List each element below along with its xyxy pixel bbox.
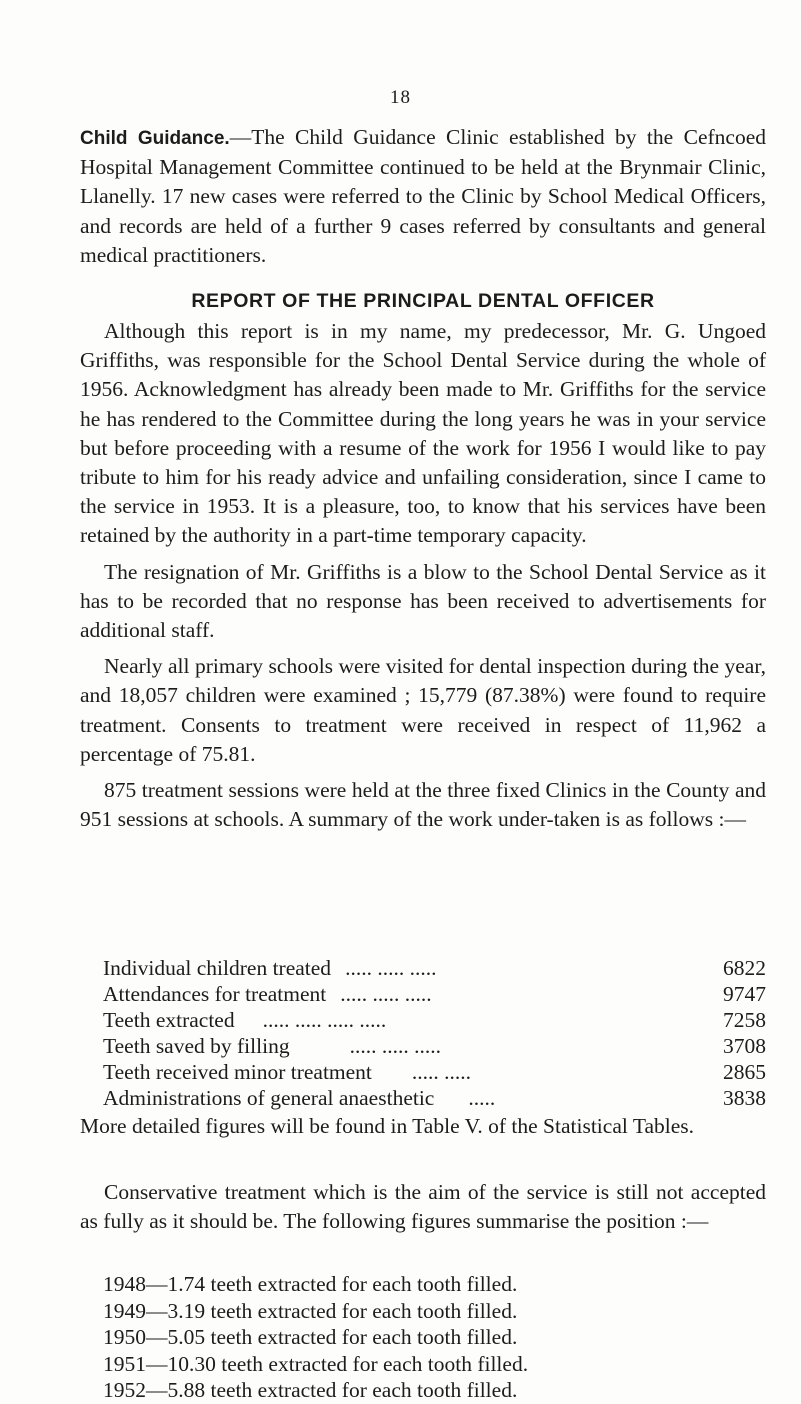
summary-label: Individual children treated	[103, 956, 332, 980]
page-number: 18	[390, 87, 411, 108]
paragraph-inspection: Nearly all primary schools were visited for dental inspection during the year, and 18,057 children were examined ; 15,779 (87.38%) were found to require treatment. Consents to treatment were received in respect of 11,962 a percentage of 75.81.	[80, 654, 766, 766]
summary-value: 3708	[723, 1034, 766, 1058]
ratio-row: 1950—5.05 teeth extracted for each tooth filled.	[103, 1325, 518, 1349]
summary-leader: ..... ..... .....	[340, 982, 432, 1006]
summary-row	[103, 1007, 766, 1033]
summary-label: Attendances for treatment	[103, 982, 327, 1006]
summary-row	[103, 981, 766, 1007]
report-body	[80, 317, 766, 834]
summary-leader: ..... .....	[411, 1060, 472, 1084]
summary-value: 7258	[723, 1008, 766, 1032]
summary-row	[103, 1033, 766, 1059]
summary-value: 9747	[723, 982, 766, 1006]
summary-label: Teeth saved by filling	[103, 1034, 290, 1058]
ratio-row: 1951—10.30 teeth extracted for each tooth filled.	[103, 1351, 529, 1376]
summary-value: 6822	[723, 956, 766, 980]
extraction-ratios	[103, 1271, 766, 1404]
ratio-row: 1952—5.88 teeth extracted for each tooth filled.	[103, 1378, 518, 1402]
report-heading: REPORT OF THE PRINCIPAL DENTAL OFFICER	[191, 290, 655, 312]
after-summary-paragraph: More detailed figures will be found in Table V. of the Statistical Tables.	[80, 1114, 694, 1138]
summary-leader: ..... ..... ..... .....	[262, 1008, 387, 1032]
summary-leader: ..... ..... .....	[349, 1034, 441, 1058]
paragraph-predecessor: Although this report is in my name, my predecessor, Mr. G. Ungoed Griffiths, was responsible for the School Dental Service during the whole of 1956. Acknowledgment has already been made to Mr. Griffiths for the service he has rendered to the Committee during the long years he was in your service but before proceeding with a resume of the work for 1956 I would like to pay tribute to him for his ready advice and unfailing consideration, since I came to the service in 1953. It is a pleasure, too, to know that his services have been retained by the authority in a part-time temporary capacity.	[80, 319, 766, 548]
after-summary-section	[80, 1112, 766, 1141]
child-guidance-section	[80, 123, 766, 270]
summary-leader: ..... ..... .....	[345, 956, 437, 980]
child-guidance-text: —The Child Guidance Clinic established by the Cefncoed Hospital Management Committee continued to be held at the Brynmair Clinic, Llanelly. 17 new cases were referred to the Clinic by School Medical Officers, and records are held of a further 9 cases referred by consultants and general medical practitioners.	[80, 125, 767, 267]
treatment-summary	[103, 955, 766, 1111]
conservative-section	[80, 1178, 766, 1236]
summary-label: Teeth received minor treatment	[103, 1060, 372, 1084]
ratio-row: 1948—1.74 teeth extracted for each tooth filled.	[103, 1272, 518, 1296]
child-guidance-paragraph	[80, 123, 766, 270]
summary-row	[103, 1059, 766, 1085]
summary-row	[103, 955, 766, 981]
paragraph-sessions: 875 treatment sessions were held at the three fixed Clinics in the County and 951 sessions at schools. A summary of the work under-taken is as follows :—	[80, 778, 766, 832]
summary-value: 2865	[723, 1060, 766, 1084]
summary-label: Administrations of general anaesthetic	[103, 1086, 435, 1110]
summary-value: 3838	[723, 1086, 766, 1110]
child-guidance-heading: Child Guidance.	[80, 128, 230, 149]
summary-leader: .....	[468, 1086, 496, 1110]
paragraph-resignation: The resignation of Mr. Griffiths is a blow to the School Dental Service as it has to be recorded that no response has been received to advertisements for additional staff.	[80, 559, 766, 643]
summary-row	[103, 1085, 766, 1111]
ratio-row: 1949—3.19 teeth extracted for each tooth filled.	[103, 1298, 518, 1323]
summary-label: Teeth extracted	[103, 1008, 235, 1032]
conservative-paragraph: Conservative treatment which is the aim of the service is still not accepted as fully as it should be. The following figures summarise the position :—	[80, 1180, 766, 1234]
